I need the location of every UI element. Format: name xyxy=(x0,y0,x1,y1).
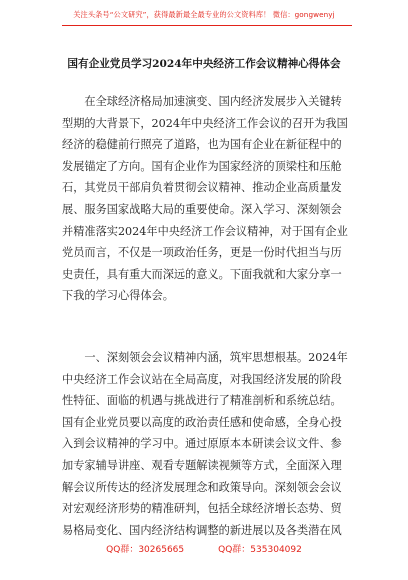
paragraph-line: 对宏观经济形势的精准研判，包括全球经济增长态势、贸 xyxy=(62,502,342,516)
footer xyxy=(0,542,408,555)
paragraph-line: 发展锚定了方向。国有企业作为国家经济的顶梁柱和压舱 xyxy=(62,159,342,173)
paragraph-line: 经济的稳健前行照亮了道路，也为国有企业在新征程中的 xyxy=(62,138,342,152)
document-title: 国有企业党员学习2024年中央经济工作会议精神心得体会 xyxy=(67,58,341,70)
paragraph-line: 入到会议精神的学习中。通过原原本本研读会议文件、参 xyxy=(62,437,342,451)
footer-qq-group-right: QQ群：535304092 xyxy=(218,545,302,555)
header-divider xyxy=(62,25,352,26)
paragraph-line: 易格局变化、国内经济结构调整的新进展以及各类潜在风 xyxy=(62,523,342,537)
footer-qq-group-left: QQ群：30265665 xyxy=(106,545,185,555)
paragraph-intro xyxy=(62,91,354,307)
paragraph-line: 展、服务国家战略大局的重要使命。深入学习、深刻领会 xyxy=(62,202,342,216)
paragraph-line: 党员而言，不仅是一项政治任务，更是一份时代担当与历 xyxy=(62,246,342,260)
paragraph-line: 中央经济工作会议站在全局高度，对我国经济发展的阶段 xyxy=(62,372,342,386)
paragraph-line: 在全球经济格局加速演变、国内经济发展步入关键转 xyxy=(84,95,342,108)
paragraph-line: 解会议所传达的经济发展理念和政策导向。深刻领会会议 xyxy=(62,480,342,494)
paragraph-line: 加专家辅导讲座、观看专题解读视频等方式，全面深入理 xyxy=(62,458,342,472)
paragraph-line: 史责任，具有重大而深远的意义。下面我就和大家分享一 xyxy=(62,267,342,281)
paragraph-line: 下我的学习心得体会。 xyxy=(62,289,174,303)
paragraph-line: 性特征、面临的机遇与挑战进行了精准剖析和系统总结。 xyxy=(62,394,342,408)
paragraph-line: 国有企业党员要以高度的政治责任感和使命感，全身心投 xyxy=(62,415,342,429)
paragraph-section-one xyxy=(62,347,354,541)
header-banner: 关注头条号“公文研究”，获得最新最全最专业的公文资料库！ 微信：gongwenyj xyxy=(73,10,335,19)
paragraph-line: 并精准落实2024年中央经济工作会议精神，对于国有企业 xyxy=(62,224,348,238)
paragraph-line: 石，其党员干部肩负着贯彻会议精神、推动企业高质量发 xyxy=(62,181,342,195)
paragraph-line: 一、深刻领会会议精神内涵，筑牢思想根基。2024年 xyxy=(84,351,348,364)
paragraph-line: 型期的大背景下，2024年中央经济工作会议的召开为我国 xyxy=(62,116,348,130)
